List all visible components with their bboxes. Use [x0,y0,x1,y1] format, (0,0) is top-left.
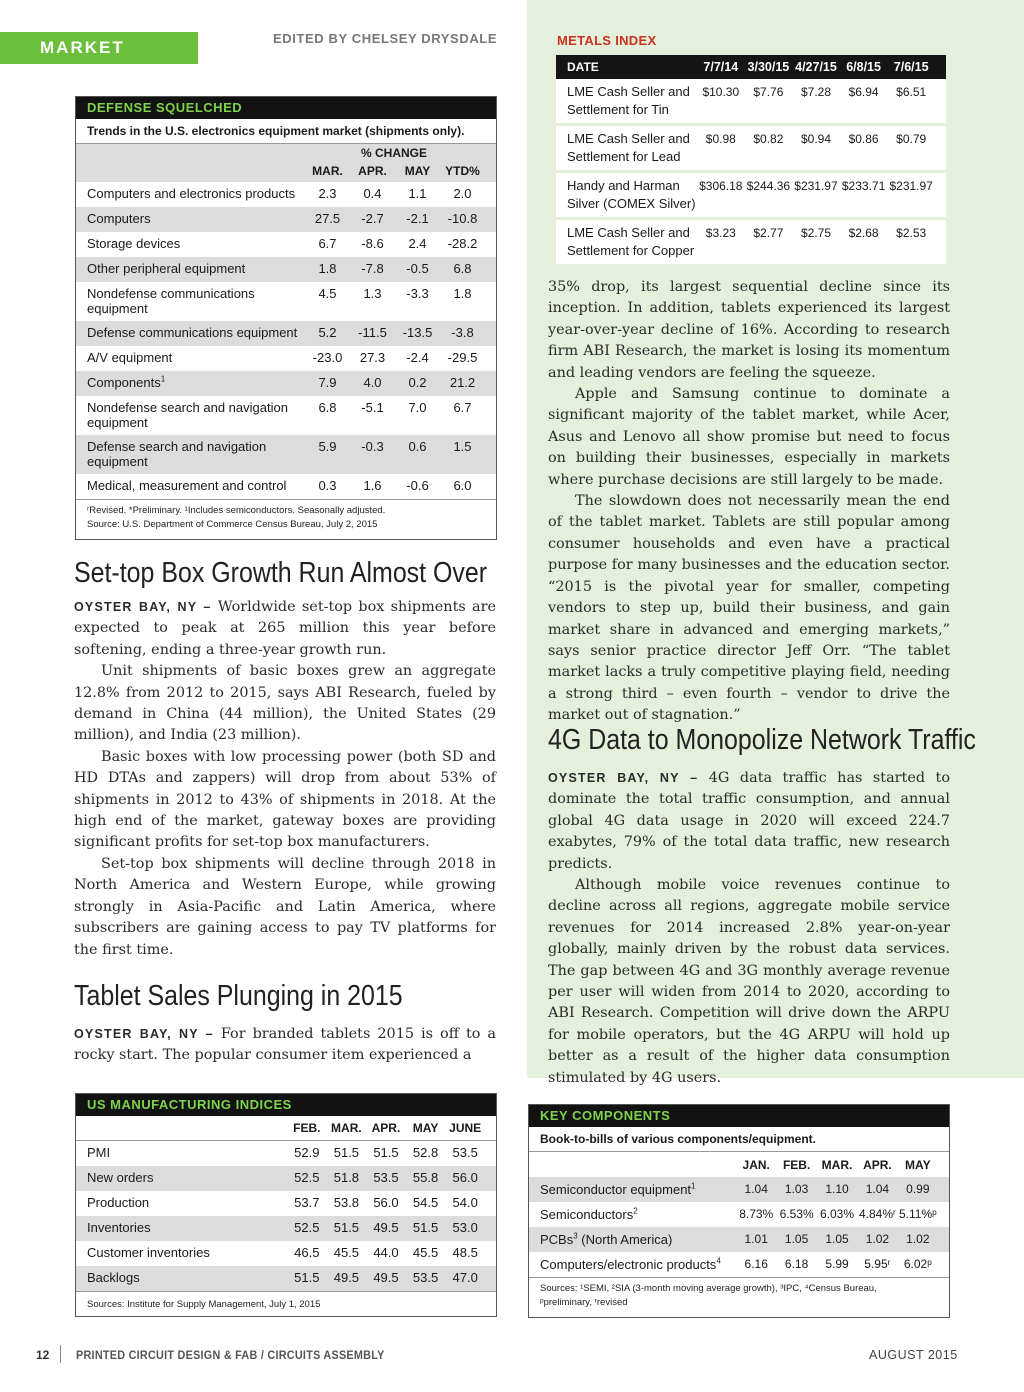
key-components-header [529,1152,949,1177]
row-label [87,1245,287,1260]
footnote-marker: 4 [716,1256,721,1266]
defense-table-title: DEFENSE SQUELCHED [76,97,496,119]
column-header: FEB. [782,1157,811,1172]
table-cell: 47.0 [452,1270,478,1285]
fourg-body [548,768,950,1089]
row-label [87,186,305,201]
table-cell: 51.5 [333,1145,360,1160]
table-cell: -8.6 [361,236,384,251]
row-label [567,130,697,166]
page-number: 12 [36,1348,50,1362]
table-cell: 1.02 [906,1232,930,1246]
row-label-text: Production [87,1195,150,1210]
table-cell: -0.5 [406,261,429,276]
table-cell: 21.2 [449,375,476,390]
footnote-marker: 2 [633,1206,638,1216]
table-cell: 49.5 [373,1270,399,1285]
row-label-text: Inventories [87,1220,151,1235]
table-cell: -0.3 [361,439,384,454]
table-cell: 56.0 [373,1195,399,1210]
table-cell: 1.8 [318,261,337,276]
table-cell: 1.02 [865,1232,890,1246]
row-label-text: LME Cash Seller and Settlement for Copper [567,225,695,258]
table-cell: 1.05 [784,1232,809,1246]
table-cell: $0.98 [705,132,736,146]
dateline: OYSTER BAY, NY – [74,600,212,614]
table-cell: 6.53% [779,1207,814,1221]
row-label [567,224,697,260]
row-label-text: PMI [87,1145,111,1160]
table-cell: 0.99 [906,1182,930,1196]
row-label-text: Computers [87,211,151,226]
table-cell: 1.1 [408,186,427,201]
table-cell: $7.76 [753,85,784,99]
table-cell: 6.8 [453,261,472,276]
paragraph-text: Worldwide set-top box shipments are expected to peak at 265 million this year before softening, ending a three-year growth run. [74,599,496,658]
column-header: MAR. [331,1121,362,1135]
table-row [76,346,496,371]
table-cell: 54.5 [412,1195,439,1210]
table-cell: 55.8 [412,1170,439,1185]
footnote-marker: 1 [691,1181,696,1191]
row-label [540,1182,736,1197]
table-row [76,1141,496,1166]
row-label [87,478,305,493]
manufacturing-source: Sources: Institute for Supply Management, July 1, 2015 [87,1299,321,1310]
group-header: % CHANGE [360,146,427,160]
table-cell: $233.71 [841,179,886,193]
row-label [87,286,305,316]
table-row [556,126,946,173]
table-cell: $2.53 [896,226,927,240]
tablet-headline: Tablet Sales Plunging in 2015 [74,980,403,1012]
footnote-marker: 1 [160,374,166,384]
paragraph [548,768,950,875]
table-cell: 1.04 [744,1182,768,1196]
table-cell: 46.5 [294,1245,320,1260]
table-cell: 6.18 [784,1257,809,1271]
paragraph [74,597,496,661]
row-label-text: Defense search and navigation equipment [87,439,267,469]
table-cell: 53.7 [294,1195,320,1210]
table-cell: 6.0 [453,478,472,493]
key-components-table [528,1104,950,1318]
column-header: MAR. [312,164,343,178]
table-cell: 5.9 [318,439,337,454]
table-cell: $0.86 [848,132,879,146]
table-cell: 52.5 [294,1170,320,1185]
row-label [87,211,305,226]
table-cell: $231.97 [889,179,933,193]
key-components-sources [529,1278,949,1314]
column-header: APR. [358,164,387,178]
table-row [76,182,496,207]
table-cell: 1.3 [363,286,382,301]
table-cell: $306.18 [699,179,743,193]
table-cell: -2.7 [361,211,384,226]
table-row [556,173,946,220]
metals-body [556,79,946,267]
table-cell: 1.05 [825,1232,849,1246]
paragraph: Set-top box shipments will decline through 2018 in North America and Western Europe, while growing strongly in Asia-Pacific and Latin America, where subscribers are gaining access to pay TV platforms for the first time. [74,855,496,958]
row-label-text: Nondefense search and navigation equipment [87,400,288,430]
row-label-text: Computers/electronic products [540,1257,717,1272]
footnote-marker: 3 [573,1231,578,1241]
table-row [76,396,496,435]
row-label [540,1257,736,1272]
table-row [76,1266,496,1291]
table-cell: 5.2 [318,325,337,340]
table-cell: -3.8 [451,325,474,340]
row-label-text: LME Cash Seller and Settlement for Tin [567,84,690,117]
row-label [87,261,305,276]
row-label-text: Medical, measurement and control [87,478,287,493]
metals-title: METALS INDEX [557,33,657,48]
table-cell: 0.6 [408,439,427,454]
source-line: Sources: ¹SEMI, ²SIA (3-month moving average growth), ³IPC, ⁴Census Bureau, [540,1283,877,1294]
key-components-title: KEY COMPONENTS [529,1105,949,1127]
table-cell: 6.7 [318,236,337,251]
table-cell: 51.8 [333,1170,360,1185]
paragraph-text: For branded tablets 2015 is off to a rocky start. The popular consumer item experienced a [74,1026,496,1064]
table-cell: $3.23 [705,226,736,240]
row-label-text: Components [87,375,161,390]
tablet-body-continued [548,277,950,727]
column-header: 7/7/14 [703,60,739,74]
table-cell: 5.99 [825,1257,849,1271]
table-cell: $6.94 [848,85,879,99]
row-label [87,236,305,251]
table-row [76,282,496,321]
table-cell: 6.7 [453,400,472,415]
row-label [87,350,305,365]
row-label-suffix: (North America) [577,1232,673,1247]
row-label-text: A/V equipment [87,350,173,365]
paragraph: Although mobile voice revenues continue to decline across all regions, aggregate mobile service revenues for 2014 increased 2.8% year-on-year globally, mainly driven by the robust data services. The gap between 4G and 3G monthly average revenue per user will widen from 2014 to 2020, according to ABI Research. Competition will drive down the ARPU for mobile operators, but the 4G ARPU will hold up better as a result of the higher data consumption stimulated by 4G users. [548,877,950,1086]
table-cell: -7.8 [361,261,384,276]
table-cell: 6.16 [744,1257,768,1271]
table-row [76,257,496,282]
table-cell: -10.8 [447,211,478,226]
table-cell: 5.11%ᵖ [898,1207,937,1221]
column-header: JAN. [742,1157,770,1172]
table-cell: 6.03% [820,1207,855,1221]
row-label [540,1207,736,1222]
source-line: Source: U.S. Department of Commerce Census Bureau, July 2, 2015 [87,519,378,530]
table-cell: 6.8 [318,400,337,415]
defense-table-subtitle: Trends in the U.S. electronics equipment market (shipments only). [76,119,496,144]
table-cell: 49.5 [333,1270,360,1285]
manufacturing-table [75,1093,497,1317]
column-header: FEB. [293,1121,321,1135]
table-cell: 1.8 [453,286,472,301]
edited-by: EDITED BY CHELSEY DRYSDALE [273,31,498,46]
table-cell: $10.30 [702,85,740,99]
table-cell: 27.3 [359,350,386,365]
column-header: APR. [863,1157,892,1172]
row-label-text: LME Cash Seller and Settlement for Lead [567,131,690,164]
table-row [529,1227,949,1252]
table-cell: $244.36 [746,179,791,193]
table-cell: 1.03 [784,1182,809,1196]
table-cell: 53.5 [452,1145,478,1160]
table-cell: 49.5 [373,1220,399,1235]
table-cell: -5.1 [361,400,384,415]
table-cell: 53.5 [373,1170,399,1185]
table-row [529,1177,949,1202]
table-cell: 5.95ʳ [864,1257,891,1271]
column-header: MAR. [821,1157,853,1172]
table-cell: 1.04 [865,1182,890,1196]
dateline: OYSTER BAY, NY – [74,1027,214,1041]
table-row [76,474,496,499]
settop-body [74,597,496,961]
table-row [529,1252,949,1277]
table-row [556,79,946,126]
row-label [567,177,697,213]
key-components-subtitle: Book-to-bills of various components/equipment. [529,1127,949,1152]
table-cell: 54.0 [452,1195,478,1210]
row-label [567,83,697,119]
paragraph: The slowdown does not necessarily mean the end of the tablet market. Tablets are still popular among consumer households and even have a practical purpose for many businesses and the education sector. “2015 is the pivotal year for smaller, competing vendors to step up, build their business, and gain market share in advanced and emerging markets,” says senior practice director Jeff Orr. “The tablet market lacks a truly competitive playing field, needing a strong third – even fourth – vendor to drive the market out of stagnation.” [548,493,950,724]
row-label [87,1145,287,1160]
table-cell: -2.4 [406,350,429,365]
table-cell: 56.0 [452,1170,478,1185]
table-cell: 53.5 [412,1270,439,1285]
column-header: 7/6/15 [893,60,929,74]
column-header: JUNE [449,1121,482,1135]
settop-headline: Set-top Box Growth Run Almost Over [74,557,488,589]
row-label [87,325,305,340]
row-label-text: Computers and electronics products [87,186,296,201]
table-row [76,321,496,346]
column-header: MAY [905,1157,931,1172]
row-label [87,1220,287,1235]
table-cell: 45.5 [412,1245,439,1260]
row-label-text: Nondefense communications equipment [87,286,255,316]
manufacturing-table-body [76,1141,496,1291]
table-row [76,1191,496,1216]
defense-table-body [76,182,496,499]
table-cell: $2.68 [848,226,879,240]
table-cell: -13.5 [402,325,433,340]
table-cell: 4.0 [363,375,382,390]
column-header: DATE [567,60,599,74]
footnote-line: ʳRevised. *Preliminary. ¹Includes semiconductors. Seasonally adjusted. [87,505,386,516]
table-cell: 0.3 [318,478,337,493]
defense-footnote [76,500,496,536]
table-cell: 52.5 [294,1220,320,1235]
table-cell: 4.84%ʳ [858,1207,896,1221]
issue-date: AUGUST 2015 [869,1348,958,1362]
metals-header [556,55,946,79]
row-label-text: Semiconductors [540,1207,634,1222]
table-cell: -28.2 [447,236,478,251]
row-label-text: Semiconductor equipment [540,1182,692,1197]
table-cell: -11.5 [358,325,387,340]
row-label-text: PCBs [540,1232,574,1247]
row-label [87,400,305,430]
table-cell: 1.01 [744,1232,768,1246]
table-cell: $6.51 [896,85,927,99]
table-cell: 0.4 [363,186,382,201]
table-cell: $2.77 [753,226,784,240]
table-cell: 6.02ᵖ [903,1257,932,1271]
table-cell: 51.5 [412,1220,439,1235]
publication-name: PRINTED CIRCUIT DESIGN & FAB / CIRCUITS ASSEMBLY [76,1348,385,1362]
dateline: OYSTER BAY, NY – [548,771,699,785]
table-cell: 51.5 [333,1220,360,1235]
table-row [76,207,496,232]
row-label [87,375,305,390]
table-cell: 53.8 [333,1195,360,1210]
table-row [76,371,496,396]
table-cell: 27.5 [314,211,341,226]
row-label [87,1170,287,1185]
table-cell: 0.2 [408,375,427,390]
column-header: APR. [371,1121,401,1135]
table-row [76,232,496,257]
table-cell: 52.9 [294,1145,320,1160]
table-cell: 48.5 [452,1245,478,1260]
row-label [540,1232,736,1247]
table-row [529,1202,949,1227]
column-header: 3/30/15 [747,60,790,74]
table-cell: 2.4 [408,236,427,251]
table-cell: $0.94 [800,132,831,146]
paragraph: 35% drop, its largest sequential decline since its inception. In addition, tablets experienced its largest year-over-year decline of 16%. According to research firm ABI Research, the market is losing its momentum and leading vendors are feeling the squeeze. [548,279,950,381]
table-cell: 1.6 [363,478,382,493]
paragraph: Unit shipments of basic boxes grew an aggregate 12.8% from 2012 to 2015, says ABI Research, fueled by demand in China (44 million), the United States (29 million), and India (23 million). [74,663,496,744]
row-label-text: Customer inventories [87,1245,210,1260]
table-row [76,1166,496,1191]
source-line: ᵖpreliminary, ʳrevised [540,1297,628,1308]
row-label [87,1270,287,1285]
paragraph: Basic boxes with low processing power (both SD and HD DTAs and zappers) will drop from about 53% of shipments in 2012 to 43% of shipments in 2018. At the high end of the market, gateway boxes are providing significant profits for set-top box manufacturers. [74,748,496,851]
table-cell: 52.8 [412,1145,439,1160]
table-cell: 8.73% [739,1207,774,1221]
table-row [556,220,946,267]
footer-divider [60,1345,61,1363]
table-cell: 1.5 [453,439,472,454]
table-cell: 45.5 [333,1245,360,1260]
table-cell: 7.9 [318,375,337,390]
row-label-text: Defense communications equipment [87,325,298,340]
column-header: MAY [404,164,431,178]
row-label-text: Other peripheral equipment [87,261,246,276]
column-header: 4/27/15 [795,60,837,74]
column-header: 6/8/15 [846,60,881,74]
section-tab: MARKET WATCH [0,32,198,64]
table-cell: -29.5 [447,350,478,365]
metals-table [556,55,946,267]
table-cell: $2.75 [800,226,831,240]
row-label-text: Backlogs [87,1270,140,1285]
table-cell: -23.0 [312,350,343,365]
row-label-text: New orders [87,1170,154,1185]
row-label-text: Storage devices [87,236,181,251]
tablet-body-start [74,1024,496,1067]
table-cell: 53.0 [452,1220,478,1235]
column-header: MAY [412,1121,439,1135]
table-cell: 1.10 [825,1182,849,1196]
table-cell: -2.1 [406,211,429,226]
table-cell: 2.3 [318,186,337,201]
paragraph: Apple and Samsung continue to dominate a significant majority of the tablet market, while Acer, Asus and Lenovo all show promise but need to focus on building their businesses, especially in markets where purchase decisions are still largely to be made. [548,386,950,488]
table-cell: 2.0 [453,186,472,201]
table-cell: $231.97 [794,179,838,193]
paragraph [74,1024,496,1067]
table-row [76,1241,496,1266]
table-cell: 51.5 [373,1145,399,1160]
paragraph-text: 4G data traffic has started to dominate the total traffic consumption, and annual global 4G data usage in 2020 will exceed 224.7 exabytes, 79% of the total data traffic, new research predicts. [548,770,951,872]
table-cell: -3.3 [406,286,429,301]
table-cell: 51.5 [294,1270,320,1285]
defense-table [75,96,497,540]
row-label-text: Handy and Harman Silver (COMEX Silver) [567,178,696,211]
row-label [87,439,305,469]
defense-table-header [76,144,496,182]
table-cell: 44.0 [373,1245,399,1260]
manufacturing-table-title: US MANUFACTURING INDICES [76,1094,496,1116]
table-cell: $0.79 [896,132,927,146]
table-cell: 7.0 [408,400,427,415]
table-cell: 4.5 [318,286,337,301]
table-row [76,1216,496,1241]
column-header: YTD% [445,164,480,178]
manufacturing-table-header [76,1116,496,1141]
table-cell: $7.28 [800,85,831,99]
table-row [76,435,496,474]
table-cell: $0.82 [753,132,784,146]
table-cell: -0.6 [406,478,429,493]
row-label [87,1195,287,1210]
fourg-headline: 4G Data to Monopolize Network Traffic [548,724,976,756]
key-components-body [529,1177,949,1277]
